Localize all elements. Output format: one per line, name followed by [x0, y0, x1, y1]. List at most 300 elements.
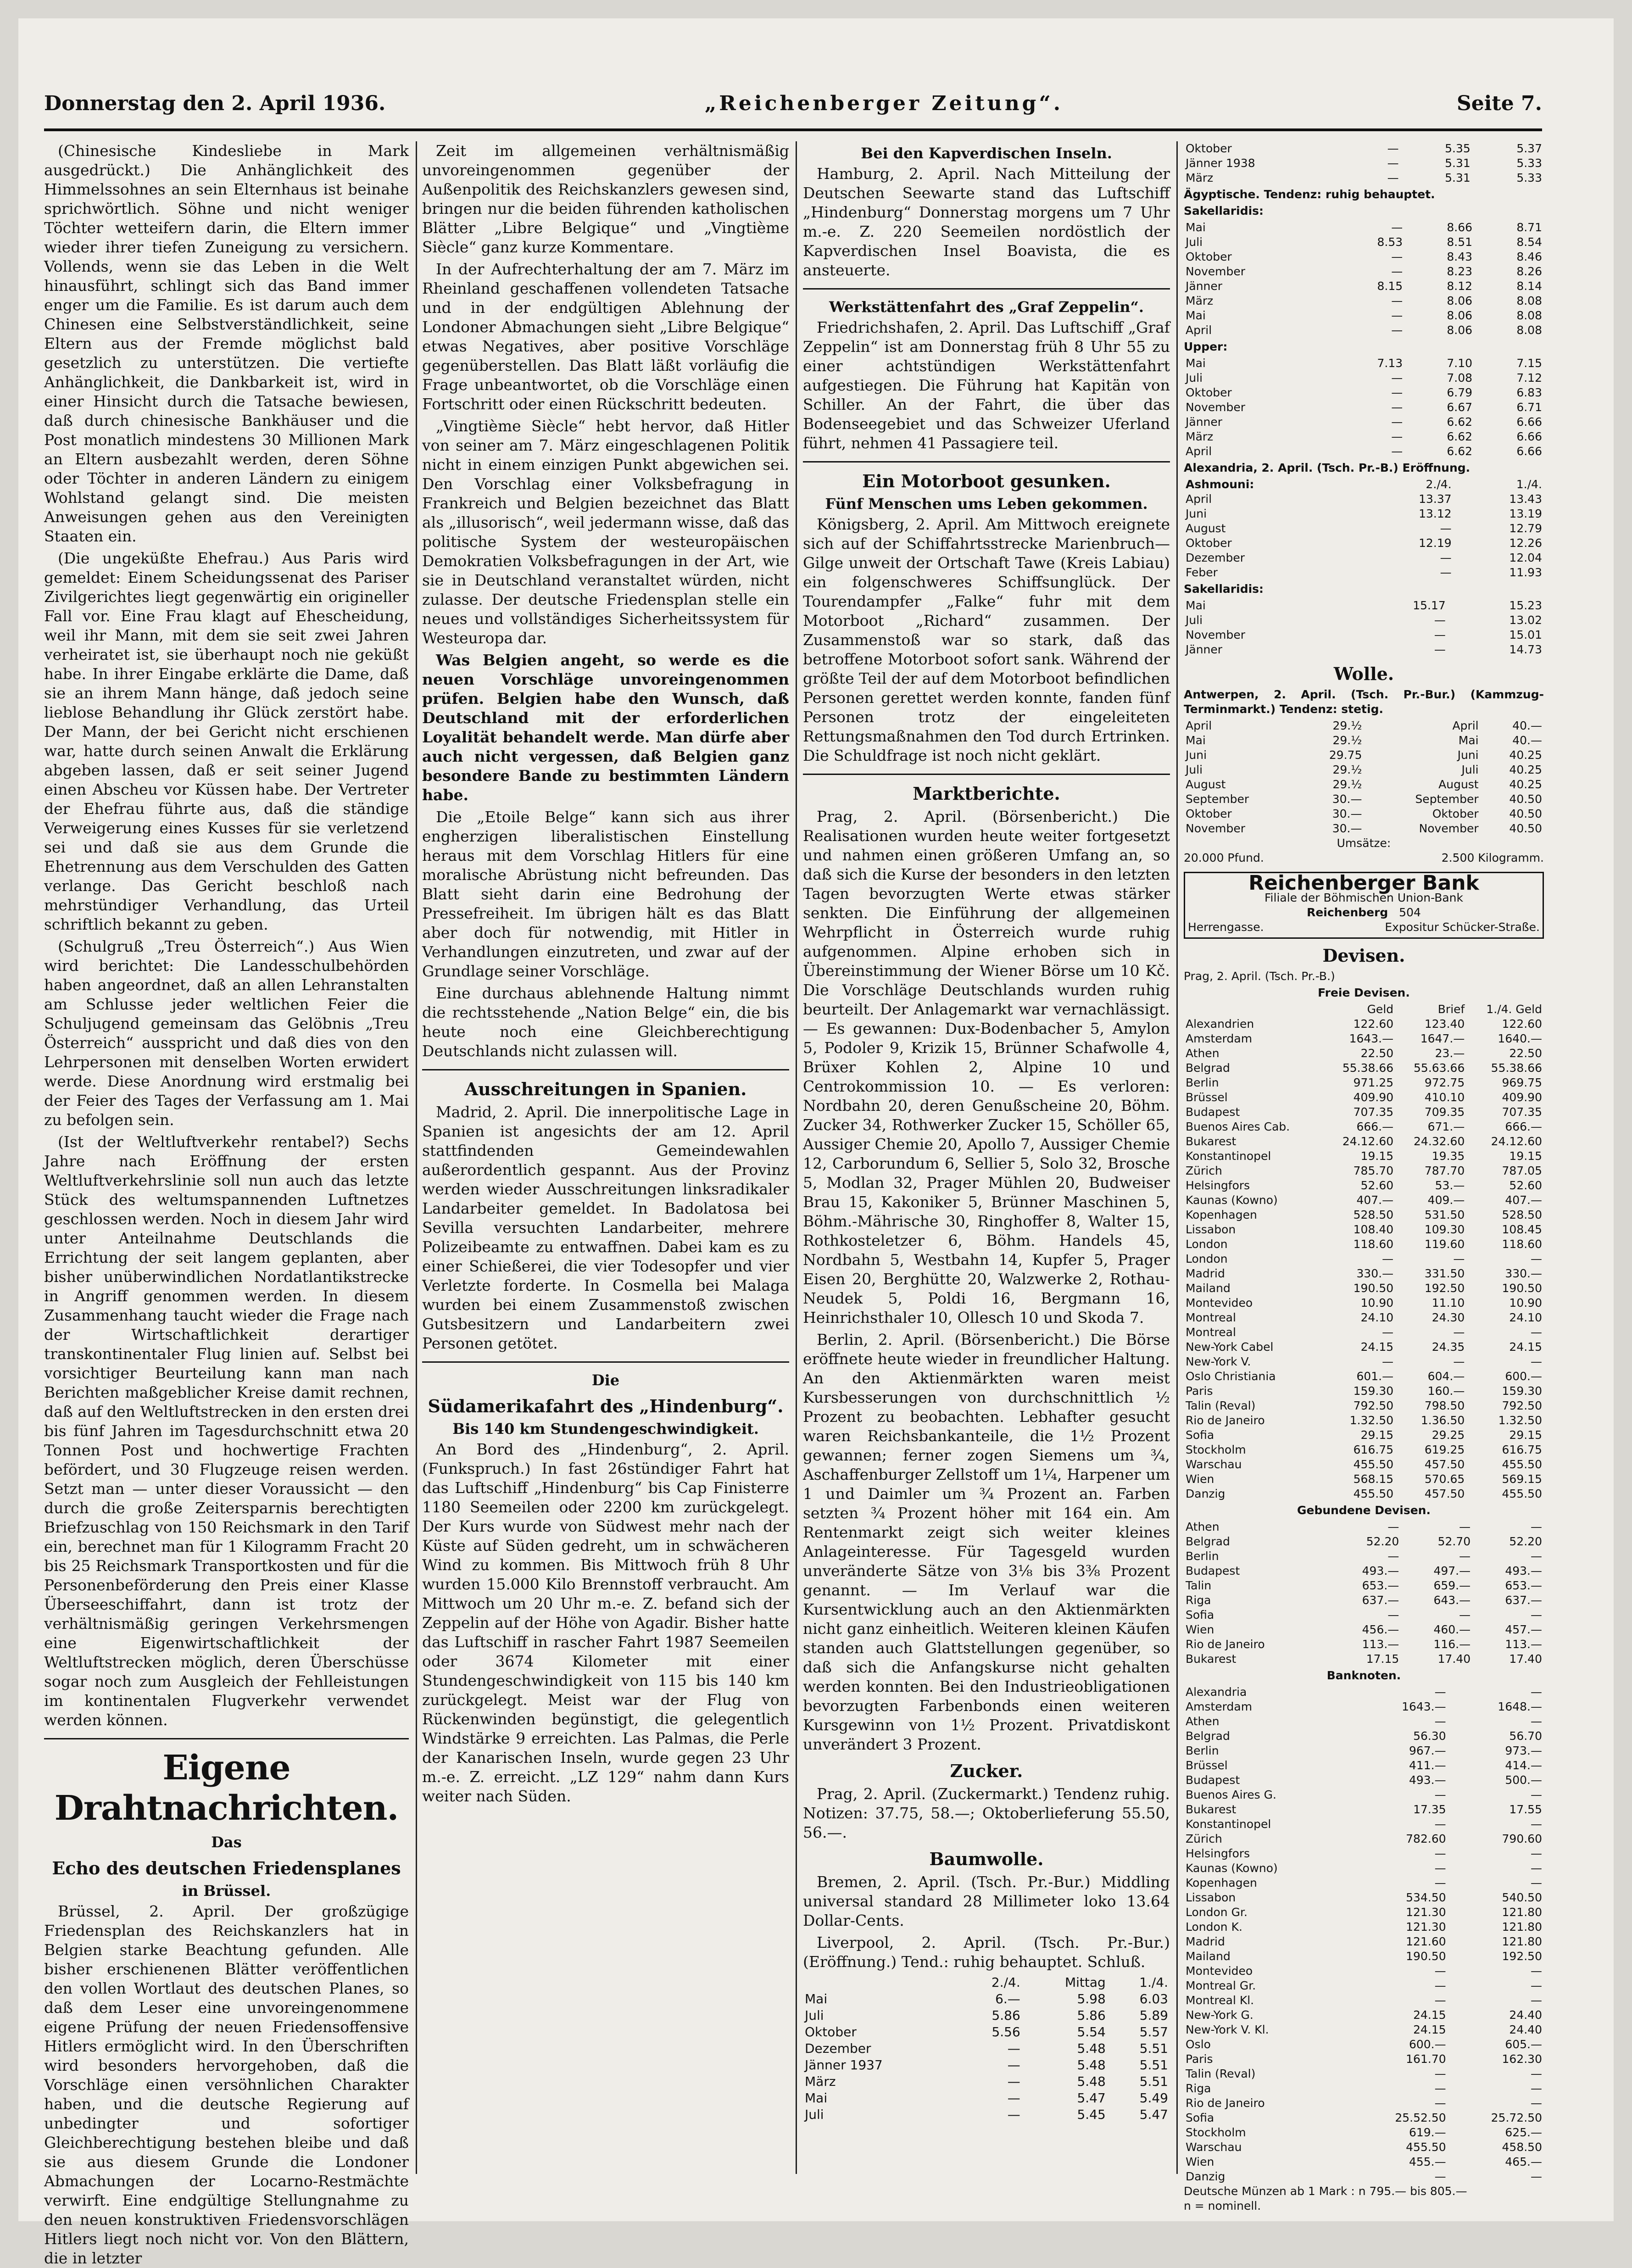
table-cell: 1640.—	[1498, 1032, 1542, 1045]
table-cell: 465.—	[1505, 2155, 1542, 2168]
table-cell: —	[1531, 1994, 1542, 2007]
table-row	[1184, 1164, 1544, 1178]
table-cell: Belgrad	[1186, 1535, 1230, 1548]
table-row	[1184, 264, 1544, 279]
table-cell: 5.49	[1139, 2090, 1168, 2106]
column-rule	[1176, 141, 1178, 2174]
table-cell: 666.—	[1356, 1120, 1394, 1133]
table-cell: 5.57	[1139, 2024, 1168, 2040]
table-row	[1184, 1920, 1544, 1934]
table-cell: —	[1387, 1549, 1399, 1563]
table-row	[1184, 1890, 1544, 1905]
table-cell: 5.48	[1077, 2074, 1106, 2089]
table-cell: —	[1434, 1861, 1446, 1875]
column-3	[803, 141, 1170, 2188]
table-cell: 8.71	[1516, 221, 1542, 234]
table-cell: Rio de Janeiro	[1186, 1638, 1265, 1651]
table-cell: 17.15	[1366, 1652, 1399, 1666]
table-cell: —	[1434, 1876, 1446, 1889]
table-cell: —	[1007, 2074, 1020, 2089]
table-cell: Talin	[1186, 1579, 1212, 1592]
table-row	[1184, 2155, 1544, 2169]
table-row	[1184, 1090, 1544, 1105]
table-cell: September	[1186, 792, 1249, 806]
table-body	[1184, 356, 1544, 459]
table-cell: 8.66	[1447, 221, 1473, 234]
table-row	[1184, 613, 1544, 628]
table-cell: Montreal Gr.	[1186, 1979, 1256, 1992]
table-cell: 121.80	[1502, 1935, 1542, 1948]
table-cell: März	[805, 2074, 836, 2089]
table-cell: 659.—	[1433, 1579, 1471, 1592]
table-cell: Danzig	[1186, 2170, 1225, 2183]
column-rule	[416, 141, 417, 2174]
table-cell: 5.89	[1139, 2008, 1168, 2023]
table-cell: 108.40	[1353, 1223, 1394, 1236]
table-row	[1184, 492, 1544, 507]
table-cell: 23.—	[1435, 1047, 1465, 1060]
table-cell: 619.—	[1409, 2126, 1446, 2139]
table-cell: 6.62	[1447, 430, 1473, 443]
table-row	[1184, 733, 1544, 748]
table-row	[1184, 1325, 1544, 1340]
table-cell: Sofia	[1186, 2111, 1214, 2124]
table-cell: Juli	[1186, 371, 1203, 385]
table-cell: 540.50	[1502, 1891, 1542, 1904]
upper-title: Upper:	[1184, 340, 1228, 353]
table-cell: 13.19	[1509, 507, 1542, 520]
table-row	[1184, 598, 1544, 613]
table-cell: 56.30	[1413, 1729, 1446, 1743]
sakellaridis-table	[1184, 220, 1544, 338]
table-header	[1184, 1002, 1324, 1017]
table-cell: —	[1440, 566, 1452, 579]
table-cell: —	[1434, 628, 1446, 641]
table-row	[803, 2057, 1170, 2073]
table-row	[1184, 1652, 1544, 1666]
table-cell: 29.½	[1332, 778, 1362, 791]
table-header: 1./4.	[1139, 1975, 1168, 1990]
table-cell: —	[1391, 221, 1403, 234]
table-cell: —	[1007, 2090, 1020, 2106]
table-cell: 113.—	[1362, 1638, 1399, 1651]
table-cell: —	[1531, 1685, 1542, 1699]
table-cell: Lissabon	[1186, 1891, 1236, 1904]
table-row	[803, 2090, 1170, 2106]
table-cell: New-York Cabel	[1186, 1340, 1274, 1354]
table-cell: Helsingfors	[1186, 1847, 1250, 1860]
table-cell: Berlin	[1186, 1744, 1219, 1757]
table-header: Geld	[1367, 1003, 1394, 1016]
table-cell: Amsterdam	[1186, 1032, 1253, 1045]
table-cell: 162.30	[1502, 2052, 1542, 2066]
column-4	[1184, 141, 1544, 2212]
table-row	[1184, 429, 1544, 444]
table-cell: April	[1186, 445, 1212, 458]
table-cell: —	[1531, 1861, 1542, 1875]
table-cell: April	[1186, 323, 1212, 337]
table-cell: Feber	[1186, 566, 1218, 579]
table-cell: 782.60	[1406, 1832, 1446, 1845]
table-cell: Kopenhagen	[1186, 1208, 1257, 1221]
table-cell: 528.50	[1502, 1208, 1542, 1221]
table-cell: 798.50	[1424, 1399, 1465, 1412]
table-row	[1184, 1534, 1544, 1549]
table-row	[1184, 1061, 1544, 1075]
table-cell: 12.04	[1509, 551, 1542, 564]
paragraph-vingtieme-siecle: „Vingtième Siècle“ hebt hervor, daß Hitler von seiner am 7. März eingeschlagenen Politik nicht in einem einzigen Punkt abgewichen sei. Den Vorschlag einer Volksbefragung in Frankreich und Belgien bezeichnet das Blatt als „illusorisch“, weil jedermann wisse, daß das politische System der westeuropäischen Demokratien Volksbefragungen in der Art, wie sie in Deutschland veranstaltet würden, nicht zulasse. Der deutsche Friedensplan stelle ein neues und vollständiges Sicherheitssystem für Westeuropa dar.	[422, 417, 789, 647]
table-row	[1184, 1861, 1544, 1876]
headline-cape-verde: Bei den Kapverdischen Inseln.	[861, 145, 1112, 162]
table-cell: 192.50	[1502, 1950, 1542, 1963]
article-cape-verde: Hamburg, 2. April. Nach Mitteilung der Deutschen Seewarte stand das Luftschiff „Hindenburg“ Donnerstag morgens um 7 Uhr m.-e. Z. 220 Seemeilen nordöstlich der Kapverdischen Insel Boavista, die es ansteuerte.	[803, 165, 1170, 279]
table-cell: 568.15	[1353, 1472, 1394, 1486]
headline-currencies: Devisen.	[1322, 945, 1405, 966]
table-cell: 24.32.60	[1414, 1135, 1465, 1148]
article-world-air-traffic: (Ist der Weltluftverkehr rentabel?) Sechs Jahre nach Eröffnung der ersten Weltluftverkehrslinie soll nun auch das letzte Stück des weltumspannenden Luftnetzes geschlossen werden. Noch in diesem Jahr wird unter Anteilnahme Deutschlands die Errichtung der seit langem geplanten, aber bisher unüberwindlichen Nordatlantikstrecke in Angriff genommen werden. In diesem Zusammenhang taucht wieder die Frage nach der Wirtschaftlichkeit derartiger transkontinentaler Flug linien auf. Selbst bei vorsichtiger Beurteilung kann man nach Berichten maßgeblicher Kreise damit rechnen, daß auf den Weltluftstrecken in den ersten drei bis fünf Jahren im Tagesdurchschnitt etwa 20 Tonnen Post und hochwertige Frachten befördert, und 30 Flugzeuge reisen werden. Setzt man — unter dieser Voraussicht — den durch die große Zeitersparnis berechtigten Briefzuschlag von 150 Reichsmark in den Tarif ein, berechnet man für 1 Kilogramm Fracht 20 bis 25 Reichsmark Transportkosten und für die Personenbeförderung den Preis einer Klasse Überseeschiffahrt, dann ist trotz der verhältnismäßig geringen Verkehrsmengen eine Eigenwirtschaftlichkeit der Weltluftstrecken möglich, deren Überschüsse sogar noch zum Ausgleich der Fehlleistungen im kontinentalen Flugverkehr verwendet werden können.	[44, 1133, 409, 1729]
table-cell: 22.50	[1360, 1047, 1394, 1060]
bank-city: Reichenberg	[1307, 906, 1388, 919]
table-row	[1184, 1310, 1544, 1325]
table-row	[1184, 1237, 1544, 1252]
table-row	[1184, 792, 1544, 807]
table-row	[1184, 2023, 1544, 2037]
table-cell: 8.53	[1377, 235, 1403, 249]
table-cell: Paris	[1186, 1384, 1213, 1398]
bound-currencies-table	[1184, 1520, 1544, 1666]
table-cell: 109.30	[1424, 1223, 1465, 1236]
table-cell: Budapest	[1186, 1564, 1240, 1577]
table-cell: 11.10	[1431, 1296, 1465, 1310]
table-cell: 787.70	[1424, 1164, 1465, 1177]
table-cell: 161.70	[1406, 2052, 1446, 2066]
table-cell: Oktober	[1186, 536, 1232, 550]
table-cell: 653.—	[1362, 1579, 1399, 1592]
table-cell: 643.—	[1433, 1594, 1471, 1607]
table-cell: Mai	[1186, 221, 1206, 234]
table-row	[1184, 1832, 1544, 1846]
table-row	[1184, 2111, 1544, 2125]
table-cell: Oktober	[1186, 250, 1232, 263]
article-unkissed-wife: (Die ungeküßte Ehefrau.) Aus Paris wird gemeldet: Einem Scheidungssenat des Pariser Zivilgerichtes liegt gegenwärtig ein origineller Fall vor. Eine Frau klagt auf Ehescheidung, weil ihr Mann, mit dem sie seit zwei Jahren verheiratet ist, sie überhaupt noch nie geküßt habe. In ihrer Eingabe erklärte die Dame, daß sie an ihrem Mann hänge, daß jedoch seine lieblose Behandlung ihr Glück zerstört habe. Der Mann, der bei Gericht nicht erschienen war, hatte durch seinen Anwalt die Erklärung abgeben lassen, daß er seit seiner Jugend einen Abscheu vor Küssen habe. Der Vertreter der Ehefrau führte aus, daß die ständige Verweigerung eines Kusses für sie verletzend sei und daß sie aus dem Grunde die Ehetrennung aus dem Verschulden des Gatten verlange. Das Gericht beschloß nach mehrstündiger Verhandlung, das Urteil schriftlich bekannt zu geben.	[44, 549, 409, 933]
table-cell: Oktober	[1186, 142, 1232, 155]
table-cell: November	[1186, 401, 1246, 414]
table-cell: Bukarest	[1186, 1652, 1237, 1666]
table-cell: 29.½	[1332, 719, 1362, 732]
table-cell: September	[1415, 792, 1479, 806]
headline-sugar: Zucker.	[950, 1761, 1023, 1781]
table-cell: Zürich	[1186, 1832, 1222, 1845]
liverpool-table	[803, 1974, 1170, 2123]
table-cell: 24.10	[1509, 1311, 1542, 1324]
table-row	[1184, 1369, 1544, 1384]
table-row	[1184, 1714, 1544, 1729]
table-cell: Montreal Kl.	[1186, 1994, 1254, 2007]
table-cell: 973.—	[1505, 1744, 1542, 1757]
table-cell: —	[1453, 1326, 1465, 1339]
column-rule	[796, 141, 797, 2174]
table-cell: 534.50	[1406, 1891, 1446, 1904]
table-cell: 192.50	[1424, 1282, 1465, 1295]
table-cell: Montreal	[1186, 1326, 1236, 1339]
table-cell: Berlin	[1186, 1549, 1219, 1563]
table-cell: Mai	[1186, 734, 1206, 747]
table-cell: 190.50	[1502, 1282, 1542, 1295]
table-cell: 6.03	[1139, 1991, 1168, 2006]
table-cell: —	[1434, 1788, 1446, 1801]
table-cell: —	[1387, 1608, 1399, 1622]
footnote-coins: Deutsche Münzen ab 1 Mark : n 795.— bis 805.—	[1184, 2184, 1467, 2198]
table-cell: 493.—	[1362, 1564, 1399, 1577]
table-cell: 411.—	[1409, 1759, 1446, 1772]
table-header: 1./4.	[1516, 478, 1542, 491]
table-cell: Budapest	[1186, 1105, 1240, 1119]
table-cell: Oslo Christiania	[1186, 1370, 1276, 1383]
table-cell: —	[1391, 386, 1403, 399]
table-cell: 5.51	[1139, 2057, 1168, 2073]
table-row	[1184, 1729, 1544, 1744]
table-cell: Zürich	[1186, 1164, 1222, 1177]
table-row	[1184, 821, 1544, 836]
table-cell: 6.62	[1447, 415, 1473, 429]
table-row	[1184, 1802, 1544, 1817]
table-cell: Athen	[1186, 1715, 1220, 1728]
table-cell: 5.31	[1445, 156, 1470, 170]
headline-wool: Wolle.	[1333, 663, 1394, 684]
table-cell: Jänner 1938	[1186, 156, 1255, 170]
table-cell: 707.35	[1502, 1105, 1542, 1119]
table-cell: 8.06	[1447, 294, 1473, 307]
table-cell: —	[1531, 1788, 1542, 1801]
article-berlin-exchange: Berlin, 2. April. (Börsenbericht.) Die Börse eröffnete heute wieder in freundlicher Haltung. An den Aktienmärkten waren meist Kursbesserungen von durchschnittlich ½ Prozent zu beobachten. Lebhafter gesucht waren Reichsbankanteile, die 1½ Prozent gewannen; ferner zogen Siemens um ¾, Aschaffenburger Zellstoff um 1¼, Harpener um 1 und Daimler um ¾ Prozent an. Farben setzten ¾ Prozent höher mit 164 ein. Am Rentenmarkt zeigt sich weiter kleines Anlageinteresse. Für Tagesgeld wurden unveränderte Sätze von 3⅛ bis 3⅜ Prozent genannt. — Im Verlauf war die Kursentwicklung auch an den Aktienmärkten nicht ganz einheitlich. Weiteren kleinen Käufen standen auch Glattstellungen gegenüber, so daß sich die Anfangskurse nicht gehalten werden konnten. Bei den Industrieobligationen bevorzugten Farbenbonds einen weiteren Kursgewinn von 1½ Prozent. Privatdiskont unverändert 3 Prozent.	[803, 1331, 1170, 1753]
table-cell: Rio de Janeiro	[1186, 2096, 1265, 2110]
table-cell: 24.15	[1413, 2023, 1446, 2036]
table-cell: 121.60	[1406, 1935, 1446, 1948]
table-row	[1184, 294, 1544, 308]
table-row	[1184, 1134, 1544, 1149]
table-row	[1184, 371, 1544, 385]
table-cell: 55.63.66	[1414, 1061, 1465, 1075]
table-cell: 40.25	[1509, 763, 1542, 776]
table-cell: —	[1391, 309, 1403, 322]
table-cell: Alexandria	[1186, 1685, 1247, 1699]
table-cell: —	[1382, 1355, 1394, 1368]
table-row	[1184, 719, 1544, 733]
article-chinese-filial-piety: (Chinesische Kindesliebe in Mark ausgedrückt.) Die Anhänglichkeit des Himmelssohnes an sein Elternhaus ist beinahe sprichwörtlich. Söhne und nicht weniger Töchter wetteifern darin, die Eltern immer wieder ihrer tiefen Zuneigung zu versichern. Vollends, wenn sie das Leben in die Welt hinausführt, schlingt sich das Band immer enger um die Familie. Es ist darum auch dem Chinesen eine Selbstverständlichkeit, seine Eltern aus der Fremde möglichst bald gesetzlich zu unterstützen. Die vertiefte Anhänglichkeit, die Dankbarkeit ist, wird in einer Hinsicht durch die Tatsache bewiesen, daß durch chinesische Bankhäuser und die Post monatlich mindestens 30 Millionen Mark an Eltern ausbezahlt werden, deren Söhne oder Töchter in anderen Ländern zu einigem Wohlstand gelangt sind. Die meisten Anweisungen gehen aus den Vereinigten Staaten ein.	[44, 142, 409, 545]
table-cell: 19.35	[1431, 1149, 1465, 1163]
article-hindenburg: An Bord des „Hindenburg“, 2. April. (Funkspruch.) In fast 26stündiger Fahrt hat das Luftschiff „Hindenburg“ bis Cap Finisterre 1180 Seemeilen oder 2200 km zurückgelegt. Der Kurs wurde von Südwest mehr nach der Küste auf Süden gedreht, um in schwächeren Wind zu kommen. Bis Mittwoch früh 8 Uhr wurden 15.000 Kilo Brennstoff verbraucht. Am Mittwoch um 20 Uhr m.-e. Z. befand sich der Zeppelin auf der Höhe von Agadir. Bisher hatte das Luftschiff in rascher Fahrt 1987 Seemeilen oder 3674 Kilometer mit einer Stundengeschwindigkeit von 115 bis 140 km zurückgelegt. Meist war der Flug von Rückenwinden begünstigt, die gelegentlich Windstärke 9 erreichten. Las Palmas, die Perle der Kanarischen Inseln, wurde gegen 23 Uhr m.-e. Z. erreicht. „LZ 129“ nahm dann Kurs weiter nach Süden.	[422, 1440, 789, 1805]
table-cell: 6.83	[1516, 386, 1542, 399]
table-cell: Talin (Reval)	[1186, 1399, 1256, 1412]
table-cell: 6.79	[1447, 386, 1473, 399]
table-cell: —	[1391, 401, 1403, 414]
table-row	[1184, 1788, 1544, 1802]
table-cell: 8.23	[1447, 265, 1473, 278]
table-row	[1184, 507, 1544, 521]
headline-cotton: Baumwolle.	[929, 1849, 1044, 1869]
table-cell: 5.51	[1139, 2074, 1168, 2089]
table-cell: 29.15	[1360, 1428, 1394, 1442]
table-cell: Riga	[1186, 1594, 1211, 1607]
section-banner: Eigene Drahtnachrichten.	[54, 1748, 399, 1828]
table-cell: 967.—	[1409, 1744, 1446, 1757]
table-cell: 1648.—	[1498, 1700, 1542, 1713]
table-cell: London	[1186, 1252, 1228, 1265]
table-body	[1184, 1017, 1544, 1501]
table-cell: 5.45	[1077, 2107, 1106, 2122]
footnote-nominal: n = nominell.	[1184, 2199, 1261, 2212]
table-cell: 108.45	[1502, 1223, 1542, 1236]
table-cell: Juli	[1461, 763, 1479, 776]
table-cell: Jänner 1937	[805, 2057, 883, 2073]
table-row	[1184, 2052, 1544, 2067]
table-cell: 8.26	[1516, 265, 1542, 278]
table-cell: 40.50	[1509, 807, 1542, 820]
table-cell: November	[1186, 265, 1246, 278]
table-cell: —	[1391, 445, 1403, 458]
table-cell: 8.43	[1447, 250, 1473, 263]
table-cell: 5.47	[1139, 2107, 1168, 2122]
table-cell: Sofia	[1186, 1608, 1214, 1622]
table-cell: 7.10	[1447, 357, 1473, 370]
table-cell: November	[1186, 628, 1246, 641]
bank-address-row	[1188, 920, 1540, 935]
table-row	[1184, 1296, 1544, 1310]
table-cell: —	[1531, 2082, 1542, 2095]
table-cell: 122.60	[1502, 1017, 1542, 1031]
table-cell: 12.79	[1509, 522, 1542, 535]
table-cell: Madrid	[1186, 1935, 1225, 1948]
table-cell: März	[1186, 430, 1214, 443]
table-cell: 52.60	[1360, 1179, 1394, 1192]
table-cell: Juni	[1457, 748, 1479, 762]
table-cell: —	[1531, 1549, 1542, 1563]
table-cell: —	[1531, 1252, 1542, 1265]
table-cell: 5.86	[991, 2008, 1020, 2023]
table-cell: Dezember	[1186, 551, 1245, 564]
headline-echo-line1: Das	[211, 1833, 242, 1851]
table-row	[1184, 1105, 1544, 1120]
table-cell: 1.32.50	[1498, 1414, 1542, 1427]
table-cell: —	[1531, 2170, 1542, 2183]
table-row	[1184, 1549, 1544, 1564]
table-cell: 455.50	[1353, 1487, 1394, 1500]
table-cell: Berlin	[1186, 1076, 1219, 1089]
table-row	[1184, 1564, 1544, 1578]
table-row	[1184, 1031, 1544, 1046]
table-cell: 456.—	[1362, 1623, 1399, 1636]
table-cell: Kaunas (Kowno)	[1186, 1861, 1278, 1875]
table-row	[1184, 628, 1544, 642]
table-cell: Jänner	[1186, 415, 1223, 429]
table-cell: Warschau	[1186, 1458, 1242, 1471]
turnover-label: Umsätze:	[1337, 836, 1391, 850]
table-cell: 969.75	[1502, 1076, 1542, 1089]
table-cell: 455.50	[1502, 1487, 1542, 1500]
table-row	[1184, 1520, 1544, 1534]
table-row	[1184, 1075, 1544, 1090]
table-cell: Alexandrien	[1186, 1017, 1254, 1031]
table-cell: 6.71	[1516, 401, 1542, 414]
table-cell: 460.—	[1433, 1623, 1471, 1636]
table-cell: Montevideo	[1186, 1296, 1253, 1310]
table-cell: —	[1531, 2096, 1542, 2110]
table-cell: 121.80	[1502, 1920, 1542, 1934]
table-row	[803, 2073, 1170, 2090]
table-cell: 8.08	[1516, 309, 1542, 322]
table-cell: 600.—	[1409, 2038, 1446, 2051]
table-cell: 5.54	[1077, 2024, 1106, 2040]
table-cell: 24.30	[1431, 1311, 1465, 1324]
article-school-greeting: (Schulgruß „Treu Österreich“.) Aus Wien wird berichtet: Die Landesschulbehörden haben angeordnet, daß an allen Lehranstalten am Schlusse jeder weltlichen Feier die Schuljugend gemeinsam das Gelöbnis „Treu Österreich“ ausspricht und daß dies von den Lehrpersonen mit denselben Worten erwidert werde. Diese Anordnung wird erstmalig bei der Feier des Tages der Verfassung am 1. Mai zu befolgen sein.	[44, 937, 409, 1129]
table-cell: Jänner	[1186, 643, 1223, 656]
table-cell: 24.15	[1509, 1340, 1542, 1354]
table-cell: Montreal	[1186, 1311, 1236, 1324]
table-cell: London K.	[1186, 1920, 1242, 1934]
table-cell: 159.30	[1502, 1384, 1542, 1398]
table-cell: 493.—	[1409, 1773, 1446, 1787]
table-row	[1184, 2125, 1544, 2140]
table-cell: Wien	[1186, 1472, 1214, 1486]
table-row	[1184, 323, 1544, 338]
table-cell: 409.90	[1353, 1091, 1394, 1104]
table-row	[1184, 1457, 1544, 1472]
headline-hindenburg-line1: Die	[591, 1371, 620, 1389]
table-cell: 971.25	[1353, 1076, 1394, 1089]
turnover-left: 20.000 Pfund.	[1184, 851, 1264, 864]
article-graf-zeppelin: Friedrichshafen, 2. April. Das Luftschiff „Graf Zeppelin“ ist am Donnerstag früh 8 Uhr 55 zu einer achtstündigen Werkstättenfahrt aufgestiegen. Die Führung hat Kapitän von Schiller. An der Fahrt, die über das Bodenseegebiet und das Schweizer Uferland führt, nehmen 41 Passagiere teil.	[803, 318, 1170, 452]
table-row	[1184, 1443, 1544, 1457]
free-currencies-title: Freie Devisen.	[1318, 986, 1410, 999]
table-cell: Warschau	[1186, 2140, 1242, 2154]
newspaper-page	[18, 18, 1614, 2267]
table-cell: 5.37	[1516, 142, 1542, 155]
table-row	[1184, 1428, 1544, 1443]
table-cell: 5.47	[1077, 2090, 1106, 2106]
table-cell: 29.15	[1509, 1428, 1542, 1442]
table-header: 2./4.	[991, 1975, 1020, 1990]
table-cell: Mai	[1186, 357, 1206, 370]
table-cell: 666.—	[1505, 1120, 1542, 1133]
table-cell: 29.25	[1431, 1428, 1465, 1442]
ashmouni-table	[1184, 477, 1544, 580]
table-cell: —	[1434, 613, 1446, 627]
table-cell: April	[1186, 719, 1212, 732]
table-cell: 410.10	[1424, 1091, 1465, 1104]
table-cell: 25.52.50	[1395, 2111, 1446, 2124]
table-cell: Mai	[805, 2090, 828, 2106]
table-cell: —	[1434, 1964, 1446, 1978]
table-row	[1184, 1685, 1544, 1700]
table-cell: 330.—	[1505, 1267, 1542, 1280]
table-row	[1184, 1744, 1544, 1758]
table-row	[1184, 1149, 1544, 1164]
table-cell: Brüssel	[1186, 1091, 1228, 1104]
table-cell: 40.50	[1509, 792, 1542, 806]
table-cell: Athen	[1186, 1520, 1220, 1533]
divider	[422, 1361, 789, 1363]
table-cell: Paris	[1186, 2052, 1213, 2066]
table-cell: 123.40	[1424, 1017, 1465, 1031]
table-cell: 497.—	[1433, 1564, 1471, 1577]
table-cell: November	[1419, 822, 1479, 835]
table-cell: Brüssel	[1186, 1759, 1228, 1772]
table-cell: 56.70	[1509, 1729, 1542, 1743]
table-cell: —	[1531, 2067, 1542, 2080]
table-cell: —	[1531, 1520, 1542, 1533]
table-body	[1184, 492, 1544, 580]
table-cell: 8.12	[1447, 279, 1473, 293]
